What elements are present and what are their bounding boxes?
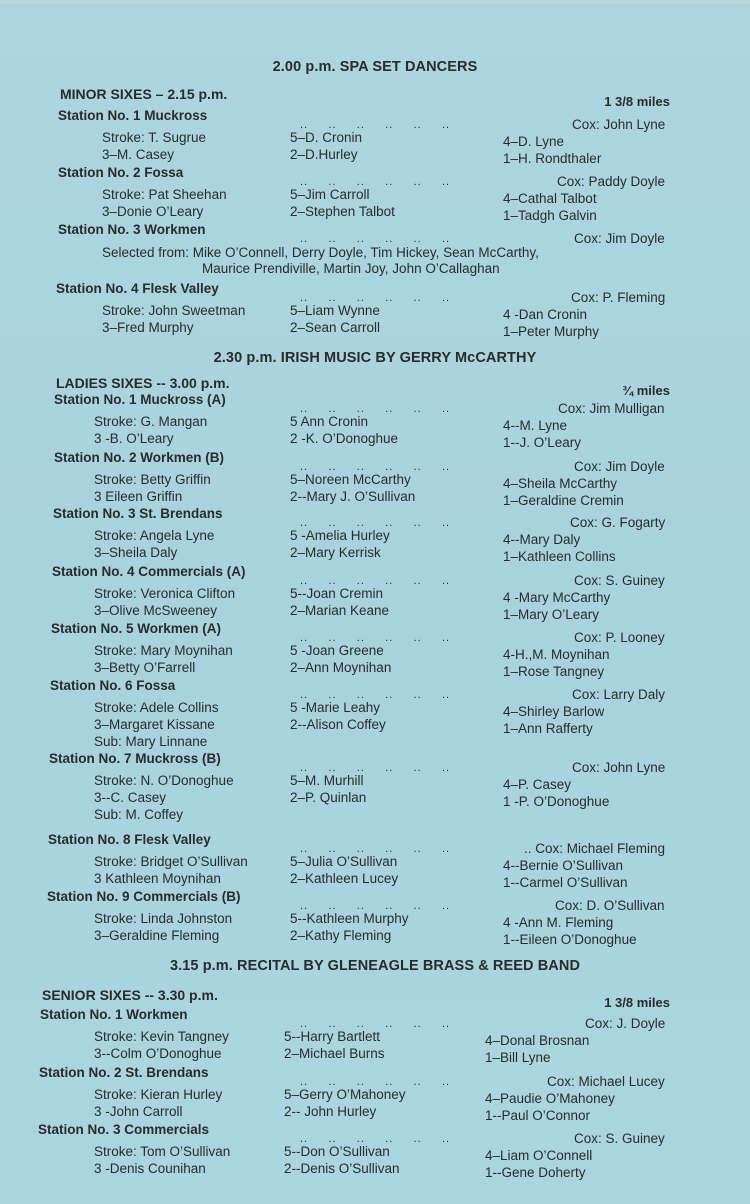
rower-2: 2–Sean Carroll bbox=[290, 320, 381, 335]
crew-col-left bbox=[102, 186, 227, 220]
crew-col-middle bbox=[290, 186, 395, 220]
rower-3: 3--C. Casey bbox=[94, 790, 167, 805]
rower-1: 1–Geraldine Cremin bbox=[503, 493, 624, 508]
station-block bbox=[39, 1064, 700, 1123]
rower-5: 5–Noreen McCarthy bbox=[290, 472, 411, 487]
rower-3: 3–Geraldine Fleming bbox=[94, 928, 220, 943]
cox-name: Cox: Jim Mulligan bbox=[558, 401, 665, 416]
rower-5: 5–Julia O’Sullivan bbox=[290, 854, 398, 869]
rower-5: 5 -Marie Leahy bbox=[290, 700, 381, 715]
rower-4: 4–Liam O’Connell bbox=[485, 1148, 593, 1163]
station-title: Station No. 3 St. Brendans bbox=[53, 506, 223, 521]
rower-3: 3–Olive McSweeney bbox=[94, 603, 218, 618]
rower-4: 4–Shirley Barlow bbox=[503, 704, 605, 719]
stroke-rower: Stroke: Betty Griffin bbox=[94, 472, 211, 487]
leader-dots: .. .. .. .. .. .. bbox=[300, 176, 451, 188]
race-title: MINOR SIXES – 2.15 p.m. bbox=[60, 86, 228, 102]
leader-dots: .. .. .. .. .. .. bbox=[300, 517, 451, 529]
selected-from-line: Maurice Prendiville, Martin Joy, John O’Callaghan bbox=[202, 261, 500, 276]
crew-col-middle bbox=[290, 129, 362, 163]
rower-4: 4–Cathal Talbot bbox=[503, 191, 597, 206]
rower-1: 1--J. O’Leary bbox=[503, 435, 582, 450]
station-block bbox=[56, 280, 700, 339]
rower-3: 3–Margaret Kissane bbox=[94, 717, 215, 732]
station-block bbox=[50, 677, 700, 749]
crew-col-middle bbox=[290, 585, 389, 619]
leader-dots: .. .. .. .. .. .. bbox=[300, 461, 451, 473]
rower-5: 5--Don O’Sullivan bbox=[284, 1144, 390, 1159]
cox-name: Cox: Jim Doyle bbox=[574, 231, 665, 246]
leader-dots: .. .. .. .. .. .. bbox=[300, 689, 451, 701]
rower-5: 5--Joan Cremin bbox=[290, 586, 384, 601]
station-block bbox=[58, 221, 700, 276]
race-title: LADIES SIXES -- 3.00 p.m. bbox=[56, 375, 230, 391]
station-block bbox=[40, 1006, 700, 1065]
rower-3: 3–Donie O’Leary bbox=[102, 204, 204, 219]
crew-col-middle bbox=[290, 471, 415, 505]
station-title: Station No. 1 Workmen bbox=[40, 1007, 188, 1022]
rower-4: 4–Paudie O’Mahoney bbox=[485, 1091, 615, 1106]
crew-col-left bbox=[94, 642, 233, 676]
rower-3: 3–M. Casey bbox=[102, 147, 175, 162]
rower-2: 2–D.Hurley bbox=[290, 147, 358, 162]
crew-col-right bbox=[503, 703, 604, 737]
station-block bbox=[38, 1121, 700, 1180]
rower-5: 5--Kathleen Murphy bbox=[290, 911, 409, 926]
station-title: Station No. 2 St. Brendans bbox=[39, 1065, 209, 1080]
leader-dots: .. .. .. .. .. .. bbox=[300, 292, 451, 304]
crew-col-middle bbox=[284, 1028, 385, 1062]
rower-2: 2–Marian Keane bbox=[290, 603, 390, 618]
stroke-rower: Stroke: Tom O’Sullivan bbox=[94, 1144, 231, 1159]
crew-col-left bbox=[94, 1028, 229, 1062]
cox-name: Cox: P. Looney bbox=[574, 630, 665, 645]
cox-name: Cox: John Lyne bbox=[572, 117, 666, 132]
rower-4: 4 -Mary McCarthy bbox=[503, 590, 611, 605]
station-block bbox=[51, 620, 700, 679]
crew-col-middle bbox=[290, 527, 390, 561]
rower-3: 3–Fred Murphy bbox=[102, 320, 194, 335]
station-title: Station No. 2 Workmen (B) bbox=[54, 450, 225, 465]
station-title: Station No. 8 Flesk Valley bbox=[48, 832, 211, 847]
stroke-rower: Stroke: Bridget O’Sullivan bbox=[94, 854, 248, 869]
rower-4: 4–P. Casey bbox=[503, 777, 572, 792]
rower-1: 1 -P. O’Donoghue bbox=[503, 794, 610, 809]
rower-2: 2-- John Hurley bbox=[284, 1104, 377, 1119]
crew-col-middle bbox=[290, 413, 398, 447]
stroke-rower: Stroke: Angela Lyne bbox=[94, 528, 215, 543]
station-title: Station No. 1 Muckross bbox=[58, 108, 208, 123]
cox-name: Cox: Paddy Doyle bbox=[557, 174, 666, 189]
stroke-rower: Stroke: Veronica Clifton bbox=[94, 586, 236, 601]
rower-5: 5–D. Cronin bbox=[290, 130, 363, 145]
crew-col-middle bbox=[290, 910, 409, 944]
rower-5: 5–M. Murhill bbox=[290, 773, 364, 788]
station-block bbox=[54, 449, 700, 508]
crew-col-middle bbox=[290, 302, 380, 336]
cox-name: Cox: Jim Doyle bbox=[574, 459, 665, 474]
station-block bbox=[52, 563, 700, 622]
cox-name: Cox: J. Doyle bbox=[585, 1016, 666, 1031]
crew-col-right bbox=[503, 914, 637, 948]
stroke-rower: Stroke: Pat Sheehan bbox=[102, 187, 227, 202]
crew-col-middle bbox=[290, 699, 386, 733]
cox-name: Cox: P. Fleming bbox=[571, 290, 666, 305]
station-block bbox=[58, 107, 700, 166]
rower-2: 2--Denis O’Sullivan bbox=[284, 1161, 400, 1176]
rower-1: 1–Bill Lyne bbox=[485, 1050, 551, 1065]
race-distance: 1 3/8 miles bbox=[604, 94, 670, 109]
leader-dots: .. .. .. .. .. .. bbox=[300, 233, 451, 245]
crew-col-middle bbox=[290, 642, 391, 676]
rower-5: 5 -Joan Greene bbox=[290, 643, 384, 658]
rower-1: 1–Kathleen Collins bbox=[503, 549, 616, 564]
cox-name: Cox: D. O’Sullivan bbox=[555, 898, 665, 913]
rower-1: 1--Paul O’Connor bbox=[485, 1108, 591, 1123]
station-block bbox=[48, 831, 700, 890]
crew-col-right bbox=[485, 1147, 592, 1181]
leader-dots: .. .. .. .. .. .. bbox=[300, 632, 451, 644]
crew-col-right bbox=[503, 589, 610, 623]
rower-3: 3--Colm O’Donoghue bbox=[94, 1046, 222, 1061]
leader-dots: .. .. .. .. .. .. bbox=[300, 403, 451, 415]
crew-col-left bbox=[94, 471, 211, 505]
rower-2: 2–Kathleen Lucey bbox=[290, 871, 399, 886]
rower-5: 5–Gerry O’Mahoney bbox=[284, 1087, 406, 1102]
crew-col-left bbox=[94, 413, 207, 447]
rower-5: 5--Harry Bartlett bbox=[284, 1029, 381, 1044]
cox-name: Cox: Michael Lucey bbox=[547, 1074, 665, 1089]
station-title: Station No. 5 Workmen (A) bbox=[51, 621, 222, 636]
stroke-rower: Stroke: G. Mangan bbox=[94, 414, 208, 429]
leader-dots: .. .. .. .. .. .. bbox=[300, 1018, 451, 1030]
cox-name: .. Cox: Michael Fleming bbox=[524, 841, 666, 856]
station-block bbox=[53, 505, 700, 564]
rower-3: 3 -John Carroll bbox=[94, 1104, 183, 1119]
station-title: Station No. 3 Commercials bbox=[38, 1122, 210, 1137]
selected-from-line: Selected from: Mike O’Connell, Derry Doyle, Tim Hickey, Sean McCarthy, bbox=[102, 245, 539, 260]
substitute: Sub: M. Coffey bbox=[94, 807, 184, 822]
rower-1: 1–H. Rondthaler bbox=[503, 151, 602, 166]
stroke-rower: Stroke: T. Sugrue bbox=[102, 130, 207, 145]
station-title: Station No. 6 Fossa bbox=[50, 678, 176, 693]
station-title: Station No. 3 Workmen bbox=[58, 222, 206, 237]
cox-name: Cox: S. Guiney bbox=[574, 1131, 665, 1146]
rower-2: 2 -K. O’Donoghue bbox=[290, 431, 399, 446]
rower-3: 3 -B. O’Leary bbox=[94, 431, 174, 446]
crew-col-right bbox=[503, 475, 624, 509]
rower-3: 3–Betty O’Farrell bbox=[94, 660, 196, 675]
crew-col-right bbox=[503, 133, 601, 167]
rower-4: 4--Bernie O’Sullivan bbox=[503, 858, 624, 873]
paper-edge bbox=[0, 0, 750, 4]
rower-5: 5–Liam Wynne bbox=[290, 303, 380, 318]
crew-col-right bbox=[503, 857, 628, 891]
station-block bbox=[54, 391, 700, 450]
rower-3: 3–Sheila Daly bbox=[94, 545, 178, 560]
station-title: Station No. 4 Flesk Valley bbox=[56, 281, 219, 296]
station-block bbox=[49, 750, 700, 822]
rower-1: 1--Gene Doherty bbox=[485, 1165, 586, 1180]
crew-col-right bbox=[485, 1032, 589, 1066]
rower-4: 4--M. Lyne bbox=[503, 418, 568, 433]
crew-col-left bbox=[94, 699, 219, 750]
cox-name: Cox: John Lyne bbox=[572, 760, 666, 775]
crew-col-right bbox=[503, 306, 599, 340]
station-title: Station No. 2 Fossa bbox=[58, 165, 184, 180]
crew-col-left bbox=[102, 302, 245, 336]
rower-4: 4–Donal Brosnan bbox=[485, 1033, 590, 1048]
crew-col-left bbox=[94, 1143, 230, 1177]
stroke-rower: Stroke: Kieran Hurley bbox=[94, 1087, 223, 1102]
rower-3: 3 -Denis Counihan bbox=[94, 1161, 206, 1176]
crew-col-right bbox=[503, 646, 610, 680]
leader-dots: .. .. .. .. .. .. bbox=[300, 843, 451, 855]
station-title: Station No. 9 Commercials (B) bbox=[47, 889, 241, 904]
rower-4: 4--Mary Daly bbox=[503, 532, 581, 547]
stroke-rower: Stroke: N. O’Donoghue bbox=[94, 773, 234, 788]
rower-2: 2–P. Quinlan bbox=[290, 790, 367, 805]
stroke-rower: Stroke: Kevin Tangney bbox=[94, 1029, 229, 1044]
crew-col-right bbox=[503, 531, 616, 565]
station-block bbox=[58, 164, 700, 223]
stroke-rower: Stroke: Adele Collins bbox=[94, 700, 219, 715]
event-banner: 2.30 p.m. IRISH MUSIC BY GERRY McCARTHY bbox=[213, 350, 537, 366]
rower-1: 1–Rose Tangney bbox=[503, 664, 605, 679]
stroke-rower: Stroke: John Sweetman bbox=[102, 303, 246, 318]
rower-1: 1–Peter Murphy bbox=[503, 324, 600, 339]
station-title: Station No. 1 Muckross (A) bbox=[54, 392, 226, 407]
crew-col-right bbox=[503, 776, 609, 810]
crew-col-left bbox=[94, 527, 214, 561]
rower-3: 3 Eileen Griffin bbox=[94, 489, 183, 504]
rower-2: 2–Kathy Fleming bbox=[290, 928, 392, 943]
crew-col-middle bbox=[284, 1143, 400, 1177]
rower-2: 2--Alison Coffey bbox=[290, 717, 386, 732]
rower-4: 4 -Dan Cronin bbox=[503, 307, 588, 322]
station-title: Station No. 4 Commercials (A) bbox=[52, 564, 246, 579]
leader-dots: .. .. .. .. .. .. bbox=[300, 575, 451, 587]
station-title: Station No. 7 Muckross (B) bbox=[49, 751, 221, 766]
rower-2: 2–Stephen Talbot bbox=[290, 204, 395, 219]
rower-1: 1–Tadgh Galvin bbox=[503, 208, 597, 223]
crew-col-left bbox=[94, 772, 234, 823]
race-distance: 1 3/8 miles bbox=[604, 995, 670, 1010]
leader-dots: .. .. .. .. .. .. bbox=[300, 1076, 451, 1088]
event-banner: 3.15 p.m. RECITAL BY GLENEAGLE BRASS & REED BAND bbox=[169, 958, 581, 974]
race-distance: ¾ miles bbox=[622, 383, 670, 398]
crew-col-left bbox=[94, 1086, 222, 1120]
crew-col-middle bbox=[284, 1086, 406, 1120]
leader-dots: .. .. .. .. .. .. bbox=[300, 1133, 451, 1145]
station-block bbox=[47, 888, 700, 947]
cox-name: Cox: G. Fogarty bbox=[570, 515, 666, 530]
crew-col-left bbox=[94, 910, 232, 944]
crew-col-left bbox=[102, 129, 206, 163]
cox-name: Cox: S. Guiney bbox=[574, 573, 665, 588]
race-title: SENIOR SIXES -- 3.30 p.m. bbox=[42, 987, 218, 1003]
rower-2: 2–Michael Burns bbox=[284, 1046, 385, 1061]
crew-col-right bbox=[485, 1090, 615, 1124]
cox-name: Cox: Larry Daly bbox=[572, 687, 666, 702]
rower-4: 4 -Ann M. Fleming bbox=[503, 915, 614, 930]
rower-5: 5 -Amelia Hurley bbox=[290, 528, 390, 543]
rower-1: 1--Carmel O’Sullivan bbox=[503, 875, 628, 890]
rower-5: 5 Ann Cronin bbox=[290, 414, 369, 429]
crew-col-right bbox=[503, 417, 581, 451]
crew-col-middle bbox=[290, 772, 366, 806]
crew-col-left bbox=[94, 585, 235, 619]
rower-5: 5–Jim Carroll bbox=[290, 187, 370, 202]
substitute: Sub: Mary Linnane bbox=[94, 734, 208, 749]
crew-col-middle bbox=[290, 853, 398, 887]
leader-dots: .. .. .. .. .. .. bbox=[300, 762, 451, 774]
stroke-rower: Stroke: Linda Johnston bbox=[94, 911, 233, 926]
leader-dots: .. .. .. .. .. .. bbox=[300, 900, 451, 912]
rower-4: 4–D. Lyne bbox=[503, 134, 565, 149]
rower-3: 3 Kathleen Moynihan bbox=[94, 871, 221, 886]
rower-2: 2–Ann Moynihan bbox=[290, 660, 392, 675]
rower-1: 1--Eileen O’Donoghue bbox=[503, 932, 637, 947]
rower-4: 4-H.,M. Moynihan bbox=[503, 647, 610, 662]
rower-4: 4–Sheila McCarthy bbox=[503, 476, 618, 491]
rower-1: 1–Ann Rafferty bbox=[503, 721, 593, 736]
rower-2: 2--Mary J. O’Sullivan bbox=[290, 489, 416, 504]
crew-col-left bbox=[94, 853, 248, 887]
leader-dots: .. .. .. .. .. .. bbox=[300, 119, 451, 131]
crew-col-right bbox=[503, 190, 597, 224]
rower-1: 1–Mary O’Leary bbox=[503, 607, 600, 622]
stroke-rower: Stroke: Mary Moynihan bbox=[94, 643, 233, 658]
event-banner: 2.00 p.m. SPA SET DANCERS bbox=[272, 59, 478, 75]
rower-2: 2–Mary Kerrisk bbox=[290, 545, 381, 560]
